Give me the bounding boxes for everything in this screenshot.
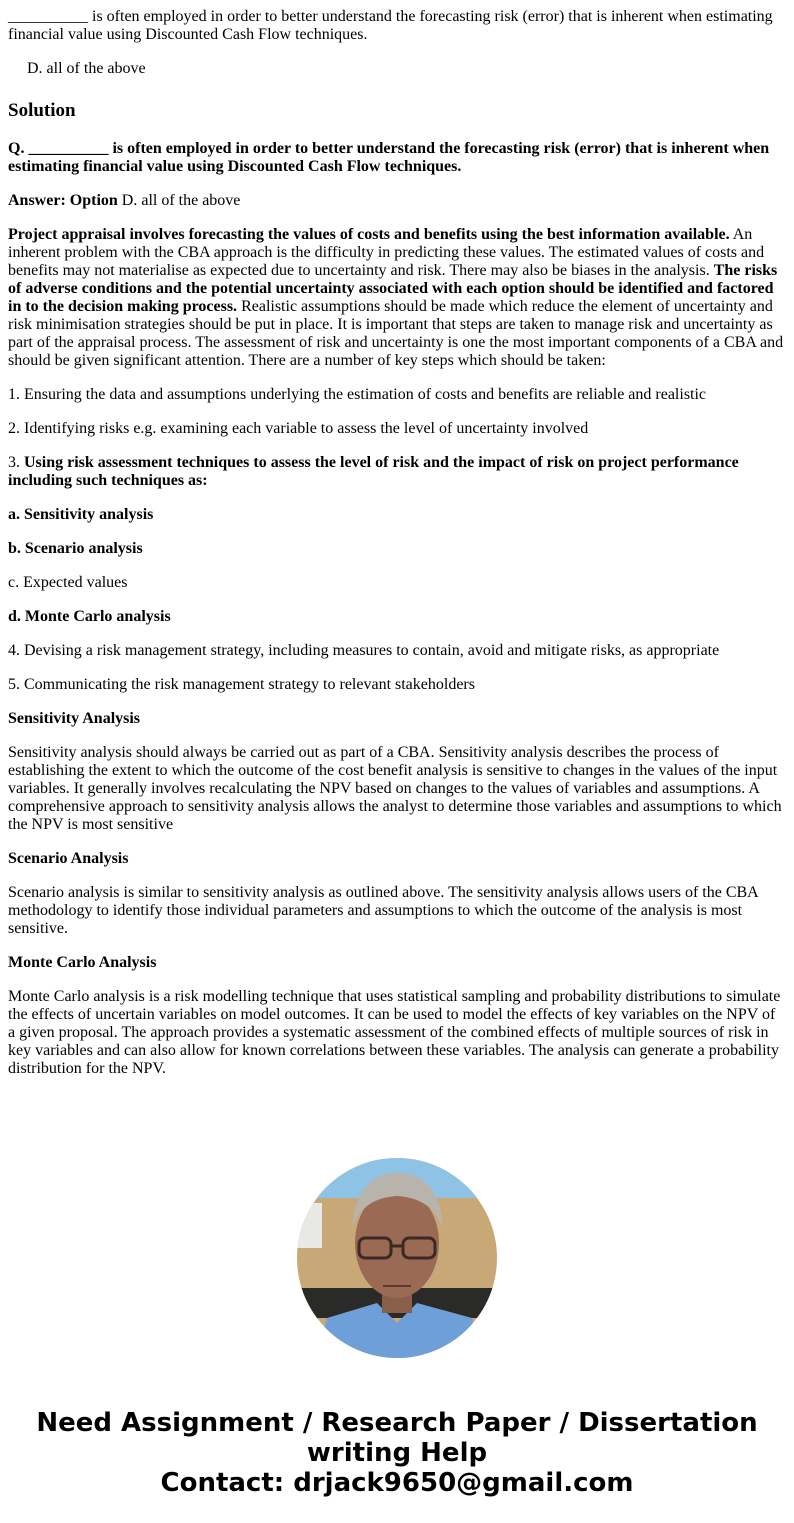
- q-text: __________ is often employed in order to better understand the forecasting risk (error) that is inherent when estimating financial value using Discounted Cash Flow techniques.: [8, 140, 770, 175]
- technique-b: [8, 540, 786, 558]
- step-5: 5. Communicating the risk management strategy to relevant stakeholders: [8, 676, 475, 693]
- monte-carlo-heading: [8, 954, 786, 972]
- question-restated: [8, 140, 786, 176]
- answer-label: Answer: Option: [8, 192, 118, 209]
- answer: [8, 192, 786, 210]
- technique-a: [8, 506, 786, 524]
- technique-a-text: a. Sensitivity analysis: [8, 506, 154, 523]
- intro-paragraph: [8, 226, 786, 370]
- sensitivity-heading-text: Sensitivity Analysis: [8, 710, 141, 727]
- step-4: 4. Devising a risk management strategy, including measures to contain, avoid and mitigate risks, as appropriate: [8, 642, 720, 659]
- selected-option: D. all of the above: [27, 60, 146, 77]
- answer-value: D. all of the above: [121, 192, 241, 209]
- q-label: Q.: [8, 140, 25, 157]
- intro-bold-2: The risks of adverse conditions and the potential uncertainty associated with each option should be identified and factored in to the decision making process.: [8, 262, 778, 315]
- footer-line-1: Need Assignment / Research Paper / Dissertation writing Help: [36, 1408, 758, 1468]
- step-3: [8, 454, 786, 490]
- scenario-text: Scenario analysis is similar to sensitivity analysis as outlined above. The sensitivity analysis allows users of the CBA methodology to identify those individual parameters and assumptions to which the outcome of the analysis is most sensitive.: [8, 884, 758, 937]
- scenario-heading-text: Scenario Analysis: [8, 850, 129, 867]
- monte-carlo-heading-text: Monte Carlo Analysis: [8, 954, 157, 971]
- author-photo: [297, 1158, 497, 1358]
- sensitivity-text: Sensitivity analysis should always be carried out as part of a CBA. Sensitivity analysis describes the process of establishing the extent to which the outcome of the cost benefit analysis is sensitive to changes in the values of the input variables. It generally involves recalculating the NPV based on changes to the values of variables and assumptions. A comprehensive approach to sensitivity analysis allows the analyst to determine those variables and assumptions to which the NPV is most sensitive: [8, 744, 782, 833]
- scenario-heading: [8, 850, 786, 868]
- intro-text-2: Realistic assumptions should be made which reduce the element of uncertainty and risk minimisation strategies should be put in place. It is important that steps are taken to manage risk and uncertainty as part of the appraisal process. The assessment of risk and uncertainty is one the most important components of a CBA and should be given significant attention. There are a number of key steps which should be taken:: [8, 298, 784, 369]
- technique-d-text: d. Monte Carlo analysis: [8, 608, 171, 625]
- step-2: 2. Identifying risks e.g. examining each variable to assess the level of uncertainty involved: [8, 420, 589, 437]
- solution-heading: Solution: [8, 100, 76, 121]
- step-1: 1. Ensuring the data and assumptions underlying the estimation of costs and benefits are reliable and realistic: [8, 386, 707, 403]
- monte-carlo-text: Monte Carlo analysis is a risk modelling technique that uses statistical sampling and probability distributions to simulate the effects of uncertain variables on model outcomes. It can be used to model the effects of key variables on the NPV of a given proposal. The approach provides a systematic assessment of the combined effects of multiple sources of risk in key variables and can also allow for known correlations between these variables. The analysis can generate a probability distribution for the NPV.: [8, 988, 781, 1077]
- intro-text-1: An inherent problem with the CBA approach is the difficulty in predicting these values. The estimated values of costs and benefits may not materialise as expected due to uncertainty and risk. There may also be biases in the analysis.: [8, 226, 765, 279]
- question-text: __________ is often employed in order to better understand the forecasting risk (error) that is inherent when estimating financial value using Discounted Cash Flow techniques.: [8, 8, 773, 43]
- technique-b-text: b. Scenario analysis: [8, 540, 143, 557]
- footer-banner: [0, 1408, 794, 1508]
- intro-bold-1: Project appraisal involves forecasting the values of costs and benefits using the best information available.: [8, 226, 730, 243]
- technique-c: c. Expected values: [8, 574, 128, 591]
- step-3-num: 3.: [8, 454, 20, 471]
- technique-d: [8, 608, 786, 626]
- step-3-text: Using risk assessment techniques to assess the level of risk and the impact of risk on project performance including such techniques as:: [8, 454, 739, 489]
- footer-contact: Contact: drjack9650@gmail.com: [160, 1468, 634, 1498]
- sensitivity-heading: [8, 710, 786, 728]
